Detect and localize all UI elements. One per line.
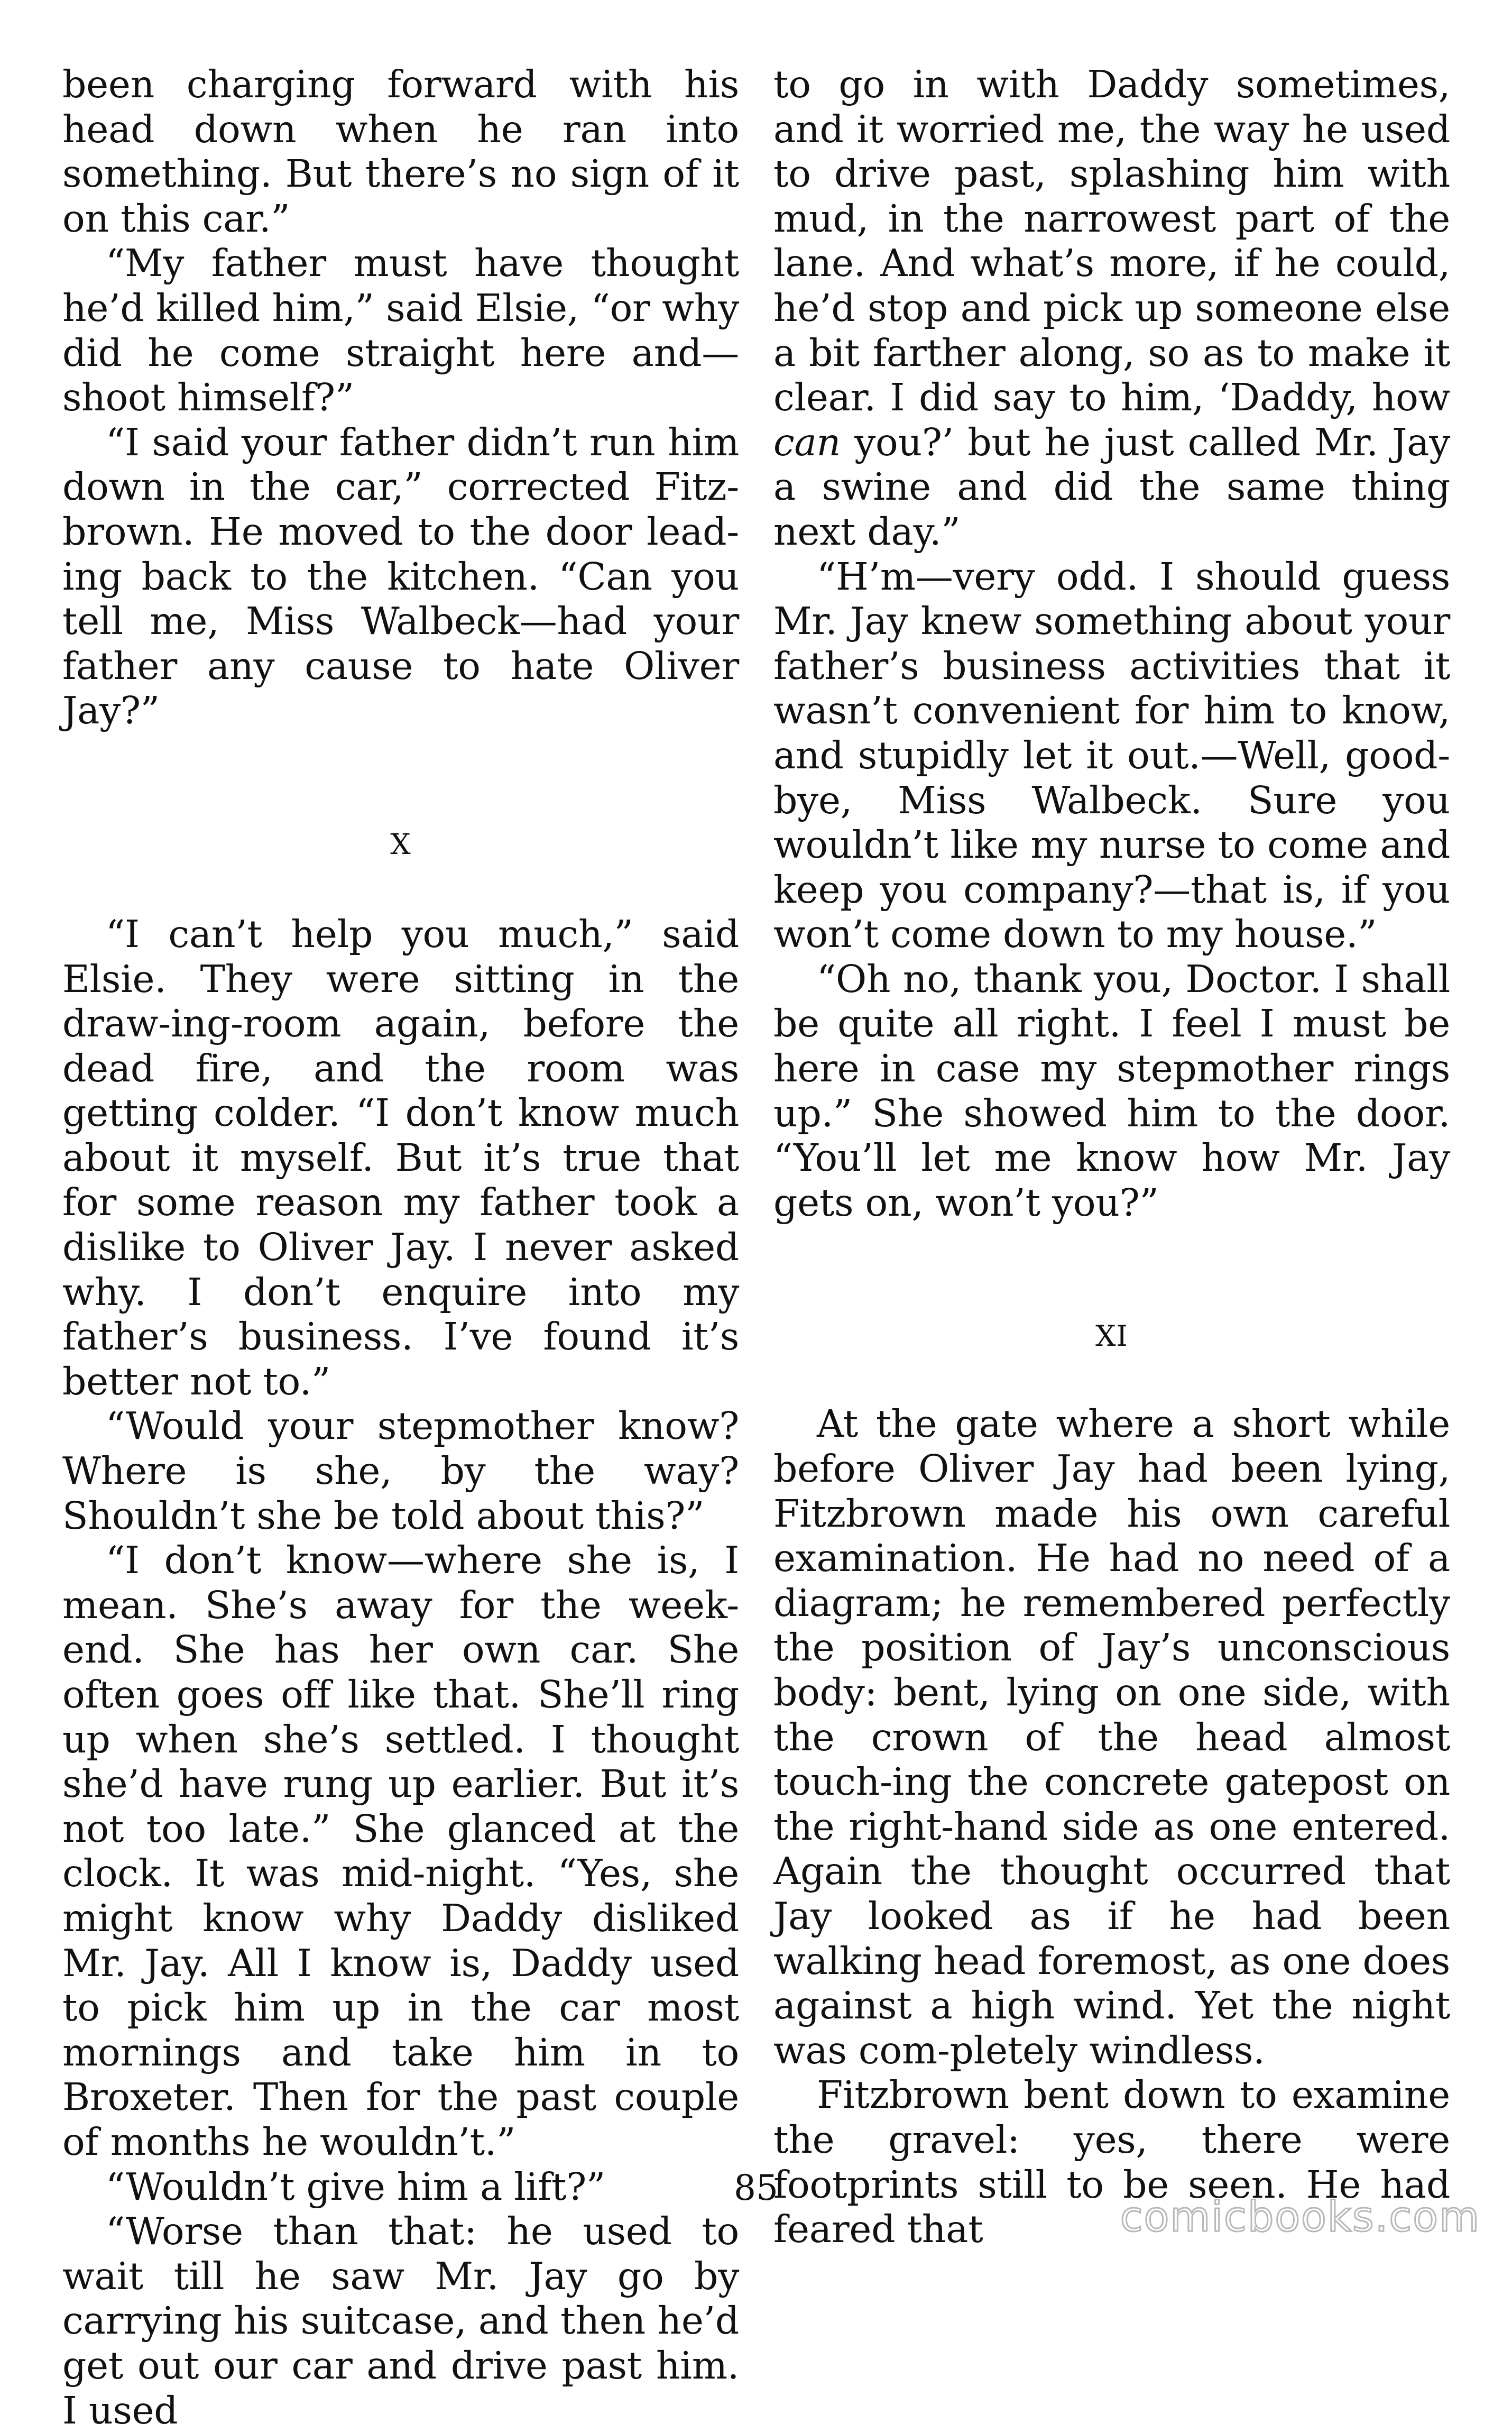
- paragraph-text: to go in with Daddy sometimes, and it worried me, the way he used to drive past, splashing him with mud, in the narrowest part of the lane. And what’s more, if he could, he’d stop and pick up someone else a bit farther along, so as to make it clear. I did say to him, ‘Daddy, how: [773, 62, 1450, 420]
- paragraph: been charging forward with his head down when he ran into something. But there’s no sign of it on this car.”: [62, 62, 739, 241]
- paragraph: “Wouldn’t give him a lift?”: [106, 2164, 606, 2209]
- paragraph: “My father must have thought he’d killed him,” said Elsie, “or why did he come straight here and— shoot himself?”: [62, 241, 739, 420]
- paragraph: “I can’t help you much,” said Elsie. They were sitting in the draw-ing-room again, before the dead fire, and the room was getting colder. “I don’t know much about it myself. But it’s true that for some reason my father took a dislike to Oliver Jay. I never asked why. I don’t enquire into my father’s business. I’ve found it’s better not to.”: [62, 912, 739, 1403]
- section-heading: X: [390, 827, 411, 861]
- paragraph: “Oh no, thank you, Doctor. I shall be quite all right. I feel I must be here in case my stepmother rings up.” She showed him to the door. “You’ll let me know how Mr. Jay gets on, won’t you?”: [773, 957, 1450, 1225]
- paragraph-text: you?’ but he just called Mr. Jay a swine and did the same thing next day.”: [773, 420, 1450, 554]
- right-column: [773, 62, 1450, 2252]
- section-heading: XI: [1095, 1319, 1128, 1353]
- paragraph: “I don’t know—where she is, I mean. She’s away for the week-end. She has her own car. She often goes off like that. She’ll ring up when she’s settled. I thought she’d have rung up earlier. But it’s not too late.” She glanced at the clock. It was mid-night. “Yes, she might know why Daddy disliked Mr. Jay. All I know is, Daddy used to pick him up in the car most mornings and take him in to Broxeter. Then for the past couple of months he wouldn’t.”: [62, 1538, 739, 2164]
- paragraph: “Would your stepmother know? Where is she, by the way? Shouldn’t she be told about this?”: [62, 1404, 739, 1538]
- left-column: [62, 62, 739, 2433]
- paragraph: “H’m—very odd. I should guess Mr. Jay knew something about your father’s business activities that it wasn’t convenient for him to know, and stupidly let it out.—Well, good-bye, Miss Walbeck. Sure you wouldn’t like my nurse to come and keep you company?—that is, if you won’t come down to my house.”: [773, 554, 1450, 957]
- paragraph: At the gate where a short while before Oliver Jay had been lying, Fitzbrown made his own careful examination. He had no need of a diagram; he remembered perfectly the position of Jay’s unconscious body: bent, lying on one side, with the crown of the head almost touch-ing the concrete gatepost on the right-hand side as one entered. Again the thought occurred that Jay looked as if he had been walking head foremost, as one does against a high wind. Yet the night was com-pletely windless.: [773, 1402, 1450, 2072]
- watermark: comicbooks.com: [1120, 2193, 1480, 2241]
- paragraph: “Worse than that: he used to wait till he saw Mr. Jay go by carrying his suitcase, and then he’d get out our car and drive past him. I used: [62, 2209, 739, 2432]
- page-number: 85: [734, 2168, 778, 2208]
- paragraph: [773, 62, 1450, 555]
- paragraph: Fitzbrown bent down to examine the gravel: yes, there were footprints still to be seen. He had feared that: [773, 2073, 1450, 2252]
- emphasis-text: can: [773, 420, 841, 464]
- paragraph: “I said your father didn’t run him down in the car,” corrected Fitz-brown. He moved to the door lead-ing back to the kitchen. “Can you tell me, Miss Walbeck—had your father any cause to hate Oliver Jay?”: [62, 420, 739, 733]
